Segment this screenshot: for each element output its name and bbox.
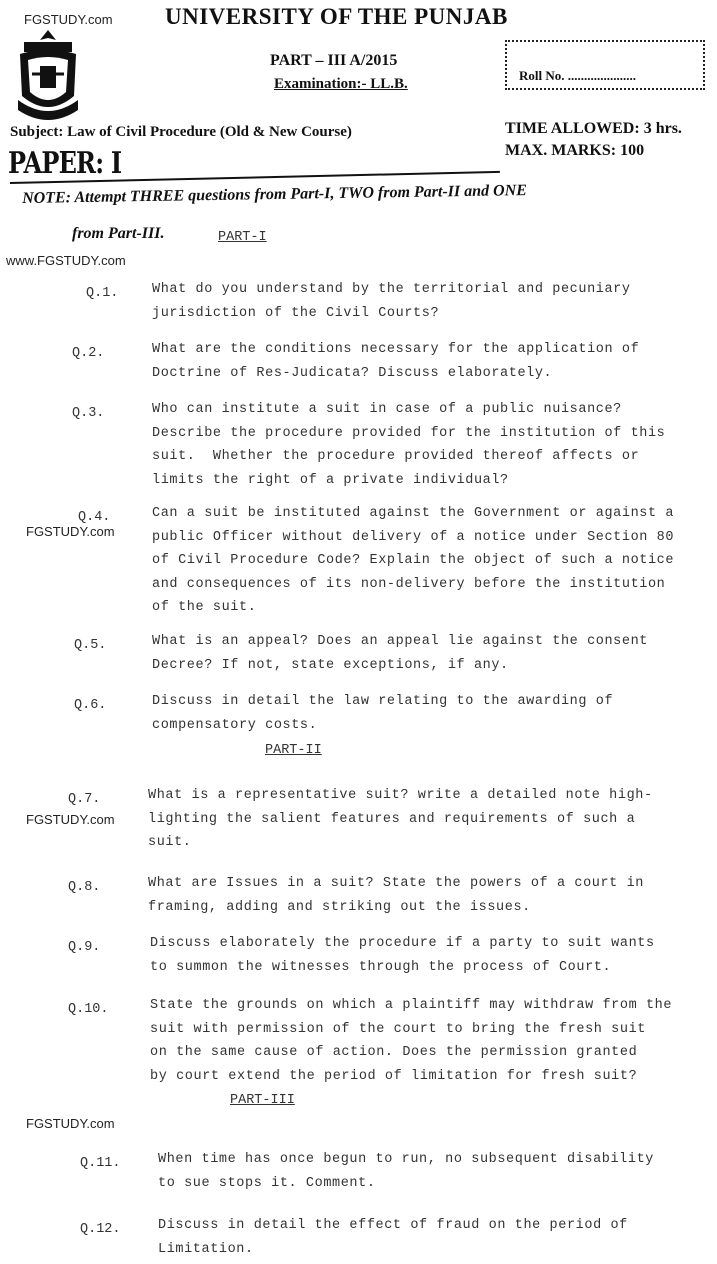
examination-label: Examination:- LL.B. [274, 76, 408, 92]
question-text: Discuss in detail the effect of fraud on the period of Limitation. [158, 1218, 628, 1257]
part-label: PART – III A/2015 [270, 52, 398, 69]
question-text: Discuss in detail the law relating to the awarding of compensatory costs. [152, 694, 614, 733]
question-text: What is an appeal? Does an appeal lie against the consent Decree? If not, state exceptions, if any. [152, 634, 648, 673]
question-number: Q.3. [72, 406, 105, 421]
max-marks: MAX. MARKS: 100 [505, 142, 645, 159]
subject-label: Subject: Law of Civil Procedure (Old & New Course) [10, 124, 352, 140]
watermark-mid-2: FGSTUDY.com [26, 812, 115, 827]
part-1-heading: PART-I [218, 230, 267, 245]
question-number: Q.4. [78, 510, 111, 525]
note-line-1: NOTE: Attempt THREE questions from Part-I, TWO from Part-II and ONE [22, 182, 527, 207]
roll-number-box [505, 40, 705, 90]
watermark-top: FGSTUDY.com [24, 12, 113, 27]
question-text: When time has once begun to run, no subsequent disability to sue stops it. Comment. [158, 1152, 654, 1191]
question-number: Q.5. [74, 638, 107, 653]
paper-label: PAPER: I [8, 146, 122, 181]
part-3-heading: PART-III [230, 1093, 295, 1108]
question-number: Q.1. [86, 286, 119, 301]
watermark-bottom: FGSTUDY.com [26, 1116, 115, 1131]
university-seal-icon [12, 26, 84, 126]
university-title: UNIVERSITY OF THE PUNJAB [165, 4, 508, 29]
roll-number-label: Roll No. ..................... [519, 68, 636, 83]
question-number: Q.7. [68, 792, 101, 807]
question-text: Who can institute a suit in case of a public nuisance? Describe the procedure provided for the institution of this suit. Whether the procedure provided thereof affects or limits the right of a private individual? [152, 402, 666, 488]
question-number: Q.12. [80, 1222, 121, 1237]
watermark-url: www.FGSTUDY.com [6, 253, 126, 268]
question-text: Discuss elaborately the procedure if a party to suit wants to summon the witnesses through the process of Court. [150, 936, 655, 975]
question-number: Q.6. [74, 698, 107, 713]
question-number: Q.8. [68, 880, 101, 895]
question-number: Q.10. [68, 1002, 109, 1017]
question-text: Can a suit be instituted against the Government or against a public Officer without delivery of a notice under Section 80 of Civil Procedure Code? Explain the object of such a notice and consequences of its non-delivery before the institution of the suit. [152, 506, 675, 615]
part-2-heading: PART-II [265, 743, 322, 758]
question-text: What is a representative suit? write a detailed note high- lighting the salient features and requirements of such a suit. [148, 788, 653, 850]
question-number: Q.9. [68, 940, 101, 955]
question-text: What are the conditions necessary for the application of Doctrine of Res-Judicata? Discuss elaborately. [152, 342, 640, 381]
question-text: What do you understand by the territorial and pecuniary jurisdiction of the Civil Courts? [152, 282, 631, 321]
question-number: Q.11. [80, 1156, 121, 1171]
watermark-mid-1: FGSTUDY.com [26, 524, 115, 539]
time-allowed: TIME ALLOWED: 3 hrs. [505, 120, 682, 137]
question-text: State the grounds on which a plaintiff may withdraw from the suit with permission of the court to bring the fresh suit on the same cause of action. Does the permission granted by court extend the period of limitation for fresh suit? [150, 998, 673, 1084]
question-number: Q.2. [72, 346, 105, 361]
note-line-2: from Part-III. [72, 225, 165, 242]
question-text: What are Issues in a suit? State the powers of a court in framing, adding and striking out the issues. [148, 876, 644, 915]
